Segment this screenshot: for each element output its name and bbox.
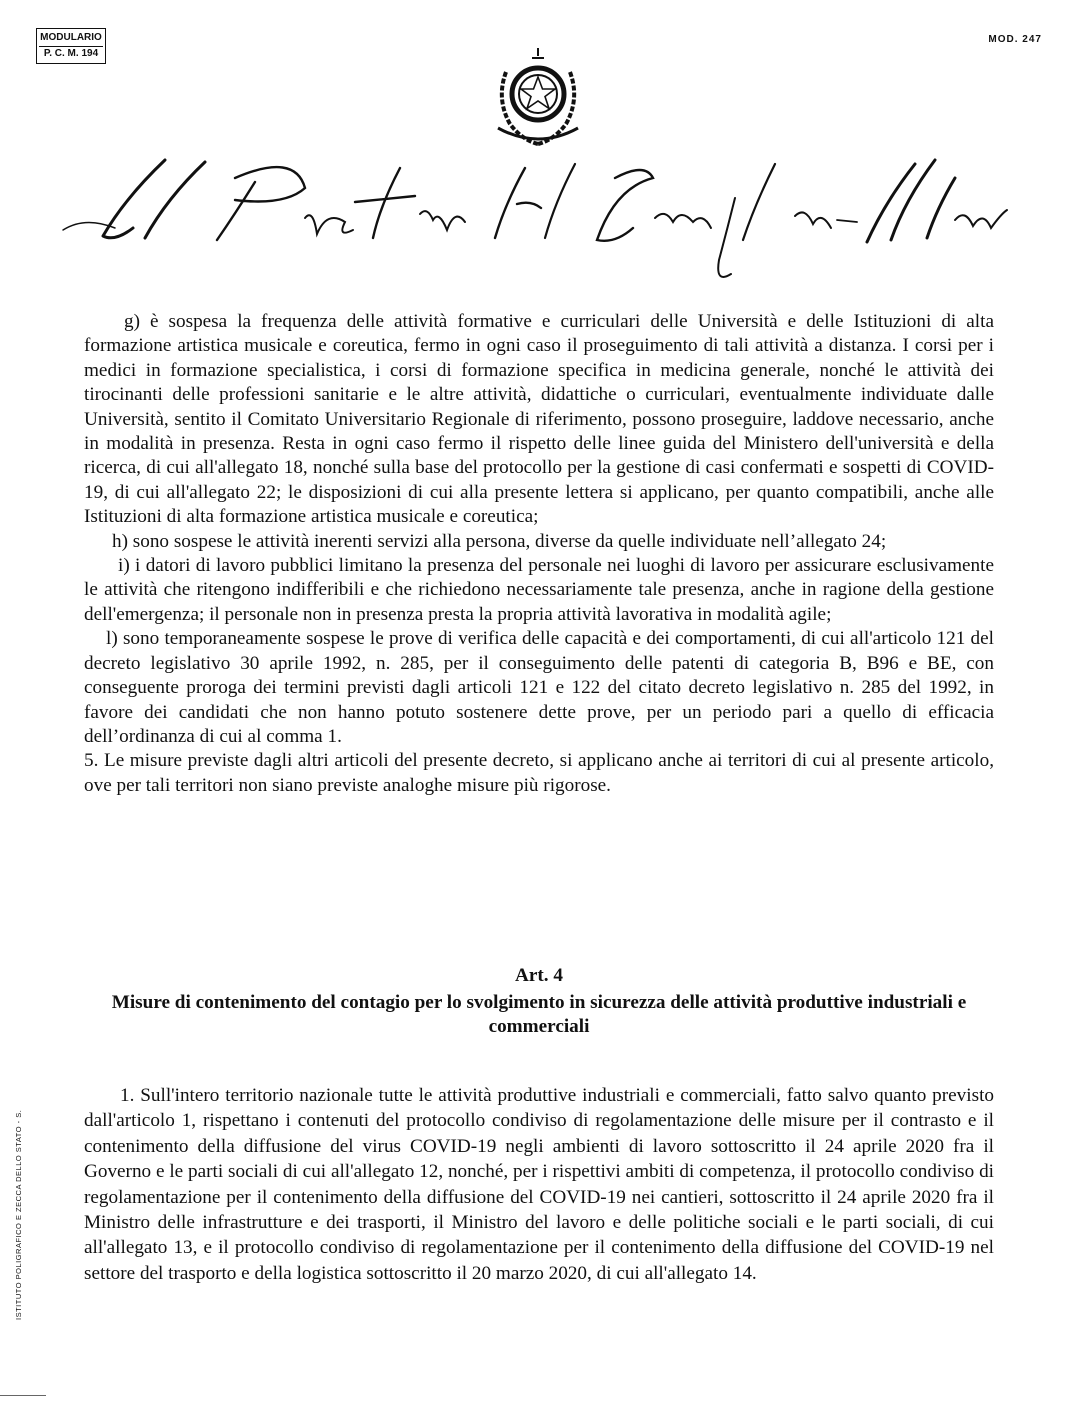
paragraph-5: 5. Le misure previste dagli altri articoli del presente decreto, si applicano anche ai territori di cui al presente articolo, ove per tali territori non siano previste analoghe misure più rigorose. <box>84 750 994 796</box>
article-heading <box>84 964 994 1040</box>
bottom-margin-rule <box>0 1395 46 1396</box>
body-text <box>84 310 994 798</box>
mod-number: MOD. 247 <box>988 34 1042 45</box>
paragraph-i: i) i datori di lavoro pubblici limitano la presenza del personale nei luoghi di lavoro per assicurare esclusivamente le attività che ritengono indifferibili e che richiedono necessariamente tale presenza, anche in ragione della gestione dell'emergenza; il personale non in presenza presta la propria attività lavorativa in modalità agile; <box>84 555 994 625</box>
modulario-label: MODULARIO <box>40 32 102 43</box>
printer-side-note: ISTITUTO POLIGRAFICO E ZECCA DELLO STATO - S. <box>14 1109 23 1320</box>
paragraph-h: h) sono sospese le attività inerenti servizi alla persona, diverse da quelle individuate nell’allegato 24; <box>112 530 887 552</box>
modulario-box <box>36 28 106 64</box>
modulario-code: P. C. M. 194 <box>39 46 103 61</box>
paragraph-g: g) è sospesa la frequenza delle attività formative e curriculari delle Università e delle Istituzioni di alta formazione artistica musicale e coreutica, fermo in ogni caso il proseguimento di tali attività a distanza. I corsi per i medici in formazione specialistica, i corsi di formazione specifica in medicina generale, nonché le attività dei tirocinanti delle professioni sanitarie e le altre attività, didattiche o curriculari, eventualmente individuate dalle Università, sentito il Comitato Universitario Regionale di riferimento, possono proseguire, laddove necessario, anche in modalità in presenza. Resta in ogni caso fermo il rispetto delle linee guida del Ministero dell'università e della ricerca, di cui all'allegato 18, nonché sulla base del protocollo per la gestione di casi confermati e sospetti di COVID-19, di cui all'allegato 22; le disposizioni di cui alla presente lettera si applicano, per quanto compatibili, anche alle Istituzioni di alta formazione artistica musicale e coreutica; <box>84 311 994 528</box>
article-body <box>84 1083 994 1286</box>
article-number: Art. 4 <box>515 965 563 986</box>
article-paragraph-1: 1. Sull'intero territorio nazionale tutte le attività produttive industriali e commerciali, fatto salvo quanto previsto dall'articolo 1, rispettano i contenuti del protocollo condiviso di regolamentazione delle misure per il contrasto e il contenimento della diffusione del virus COVID-19 negli ambienti di lavoro sottoscritto il 24 aprile 2020 fra il Governo e le parti sociali di cui all'allegato 12, nonché, per i rispettivi ambiti di competenza, il protocollo condiviso di regolamentazione per il contenimento della diffusione del COVID-19 nei cantieri, sottoscritto il 24 aprile 2020 fra il Ministro delle infrastrutture e dei trasporti, il Ministro del lavoro e delle politiche sociali e le parti sociali, di cui all'allegato 13, e il protocollo condiviso di regolamentazione per il contenimento della diffusione del COVID-19 nel settore del trasporto e della logistica sottoscritto il 20 marzo 2020, di cui all'allegato 14. <box>84 1085 994 1284</box>
republic-emblem-icon <box>488 44 588 154</box>
masthead-title <box>55 158 1015 288</box>
article-title: Misure di contenimento del contagio per lo svolgimento in sicurezza delle attività produttive industriali e commerciali <box>111 991 967 1037</box>
paragraph-l: l) sono temporaneamente sospese le prove di verifica delle capacità e dei comportamenti, di cui all'articolo 121 del decreto legislativo 30 aprile 1992, n. 285, per il conseguimento delle patenti di categoria B, B96 e BE, con conseguente proroga dei termini previsti dagli articoli 121 e 122 del citato decreto legislativo n. 285 del 1992, in favore dei candidati che non hanno potuto sostenere dette prove, per un periodo pari a quello di efficacia dell’ordinanza di cui al comma 1. <box>84 628 994 747</box>
